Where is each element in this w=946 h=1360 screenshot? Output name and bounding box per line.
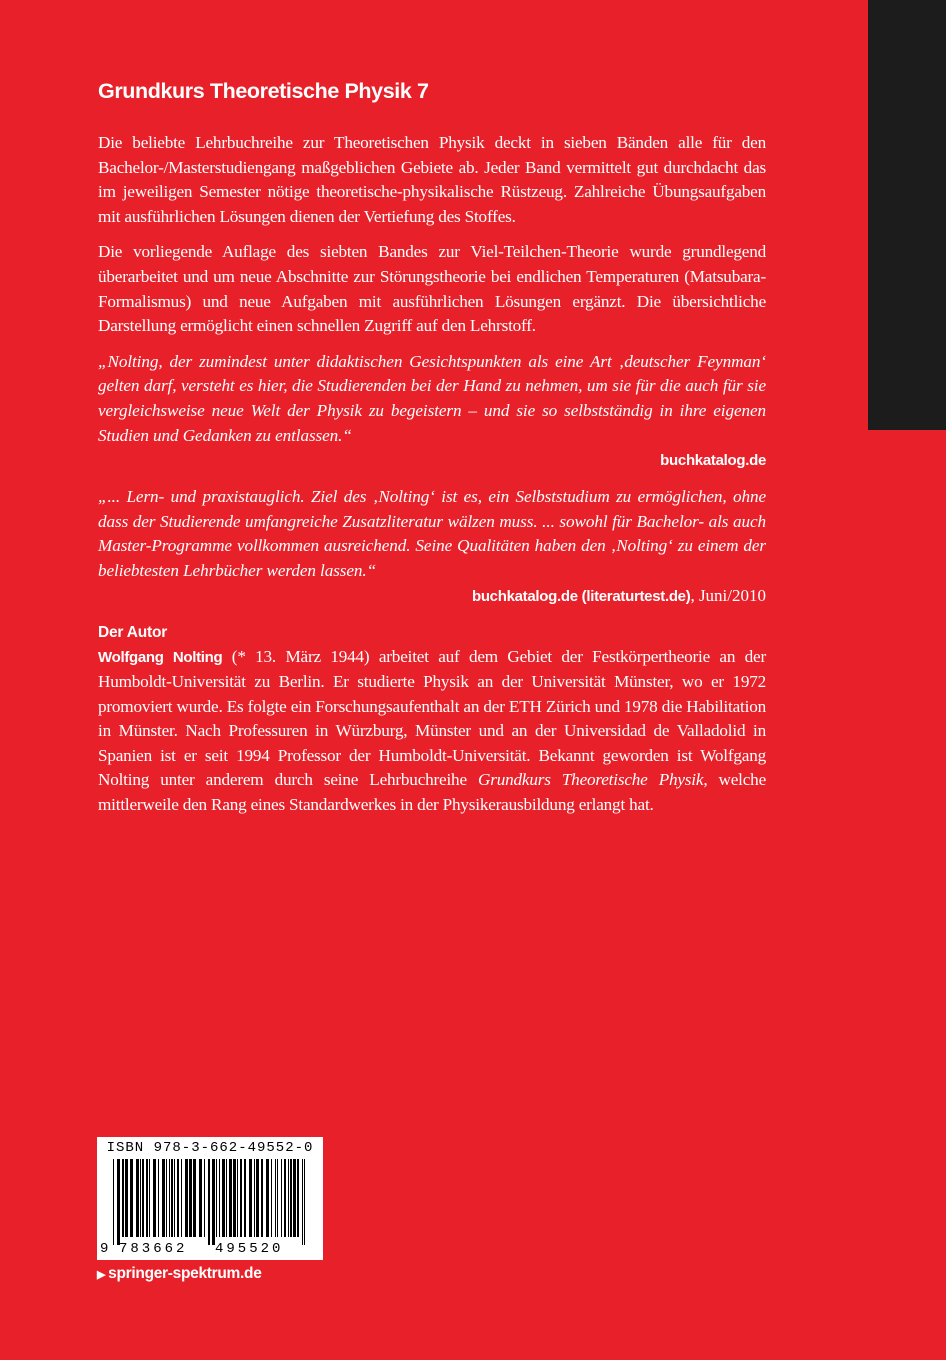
barcode-bar <box>158 1159 159 1237</box>
barcode-bar <box>130 1159 133 1237</box>
barcode-bar <box>204 1159 205 1237</box>
barcode-bar <box>117 1159 120 1245</box>
barcode-bar <box>166 1159 167 1237</box>
barcode-bar <box>244 1159 246 1237</box>
publisher-website-label: springer-spektrum.de <box>108 1265 262 1282</box>
barcode-bar <box>275 1159 276 1237</box>
barcode-bar <box>229 1159 232 1237</box>
barcode-bar <box>113 1159 114 1245</box>
barcode-bar <box>304 1159 305 1245</box>
barcode-digit-first: 9 <box>100 1241 109 1257</box>
barcode-bar <box>208 1159 210 1245</box>
barcode-bar <box>266 1159 269 1237</box>
barcode-bar <box>125 1159 128 1237</box>
barcode-bar <box>226 1159 227 1237</box>
author-series-title: Grundkurs Theoretische Physik <box>478 770 704 790</box>
barcode-bar <box>249 1159 252 1237</box>
barcode-bar <box>181 1159 182 1237</box>
publisher-website[interactable] <box>97 1265 262 1283</box>
barcode-bar <box>297 1159 299 1237</box>
barcode-bar <box>212 1159 215 1245</box>
barcode-bar <box>185 1159 188 1237</box>
barcode-bar <box>189 1159 192 1237</box>
author-heading: Der Autor <box>98 623 168 641</box>
book-title: Grundkurs Theoretische Physik 7 <box>98 79 429 103</box>
barcode-bar <box>254 1159 255 1237</box>
barcode-bar <box>146 1159 148 1237</box>
review-quote-2: „... Lern- und praxistauglich. Ziel des ‚Nolting‘ ist es, ein Selbststudium zu ermöglichen, ohne dass der Studierende umfangreiche Zusatzliteratur wälzen muss. ... sowohl für Bachelor- als auch Master-Programme vollkommen ausreichend. Seine Qualitäten haben den ‚Nolting‘ zu einem der beliebtesten Lehrbücher werden lassen.“ <box>98 487 766 580</box>
barcode-bar <box>193 1159 196 1237</box>
barcode-bar <box>271 1159 272 1237</box>
review-source-1 <box>98 448 766 473</box>
barcode-bar <box>171 1159 173 1237</box>
edition-paragraph: Die vorliegende Auflage des siebten Bandes zur Viel-Teilchen-Theorie wurde grundlegend überarbeitet und um neue Abschnitte zur Störungstheorie bei endlichen Temperaturen (Matsubara-Formalismus) und neue Aufgaben mit ausführlichen Lösungen ergänzt. Die übersichtliche Darstellung ermöglicht einen schnellen Zugriff auf den Lehrstoff. <box>98 242 766 336</box>
author-name: Wolfgang Nolting <box>98 648 223 666</box>
review-quote-1: „Nolting, der zumindest unter didaktischen Gesichtspunkten als eine Art ‚deutscher Feynman‘ gelten darf, versteht es hier, die Studierenden bei der Hand zu nehmen, um sie für die auch für sie vergleichsweise neue Welt der Physik zu begeistern – und sie so selbstständig in ihre eigenen Studien und Gedanken zu entlassen.“ <box>98 351 766 445</box>
barcode-bar <box>162 1159 165 1237</box>
barcode-bar <box>240 1159 242 1237</box>
review-source-2-date: , Juni/2010 <box>690 585 766 605</box>
isbn-barcode <box>97 1137 323 1260</box>
spine-band <box>868 0 946 430</box>
author-bio-part2: , welche mittlerweile den Rang eines Standardwerkes in der Physikerausbildung erlangt hat. <box>98 770 767 815</box>
author-bio-part1: (* 13. März 1944) arbeitet auf dem Gebiet der Festkörpertheorie an der Humboldt-Universität zu Berlin. Er studierte Physik an der Universität Münster, wo er 1972 promoviert wurde. Es folgte ein Forschungsaufenthalt an der ETH Zürich und 1978 die Habilitation in Münster. Nach Professuren in Würzburg, Münster und an der Universidad de Valladolid in Spanien ist er seit 1994 Professor der Humboldt-Universität. Bekannt geworden ist Wolfgang Nolting unter anderem durch seine Lehrbuchreihe <box>98 646 767 790</box>
barcode-bar <box>288 1159 289 1237</box>
barcode-bar <box>199 1159 202 1237</box>
barcode-bar <box>222 1159 225 1237</box>
barcode-bar <box>174 1159 175 1237</box>
isbn-label: ISBN 978-3-662-49552-0 <box>106 1140 314 1156</box>
barcode-bar <box>293 1159 296 1237</box>
review-source-1-name: buchkatalog.de <box>660 452 766 470</box>
barcode-bar <box>153 1159 156 1237</box>
barcode-bar <box>136 1159 139 1237</box>
intro-paragraph: Die beliebte Lehrbuchreihe zur Theoretischen Physik deckt in sieben Bänden alle für den Bachelor-/Masterstudiengang maßgeblichen Gebiete ab. Jeder Band vermittelt gut durchdacht das im jeweiligen Semester nötige theoretische-physikalische Rüstzeug. Zahlreiche Übungsaufgaben mit ausführlichen Lösungen dienen der Vertiefung des Stoffes. <box>98 133 766 226</box>
barcode-digits-right: 495520 <box>215 1241 284 1257</box>
barcode-bar <box>216 1159 217 1237</box>
back-cover-text <box>98 78 766 829</box>
barcode-bar <box>302 1159 303 1245</box>
barcode-bar <box>142 1159 144 1237</box>
review-source-2 <box>98 584 766 609</box>
barcode-bar <box>281 1159 282 1237</box>
arrow-icon: ▶ <box>97 1269 106 1281</box>
barcode-bar <box>140 1159 141 1237</box>
barcode-bar <box>177 1159 179 1237</box>
barcode-bar <box>237 1159 238 1237</box>
barcode-bar <box>233 1159 236 1237</box>
barcode-bar <box>219 1159 220 1237</box>
review-source-2-name: buchkatalog.de (literaturtest.de) <box>471 587 691 605</box>
barcode-bar <box>122 1159 124 1237</box>
barcode-bar <box>256 1159 259 1237</box>
barcode-bar <box>169 1159 170 1237</box>
barcode-bars <box>111 1159 311 1245</box>
barcode-digits-left: 783662 <box>119 1241 188 1257</box>
barcode-bar <box>261 1159 263 1237</box>
barcode-bar <box>290 1159 292 1237</box>
barcode-bar <box>284 1159 286 1237</box>
barcode-bar <box>277 1159 278 1237</box>
author-bio <box>98 645 766 818</box>
barcode-bar <box>149 1159 150 1237</box>
